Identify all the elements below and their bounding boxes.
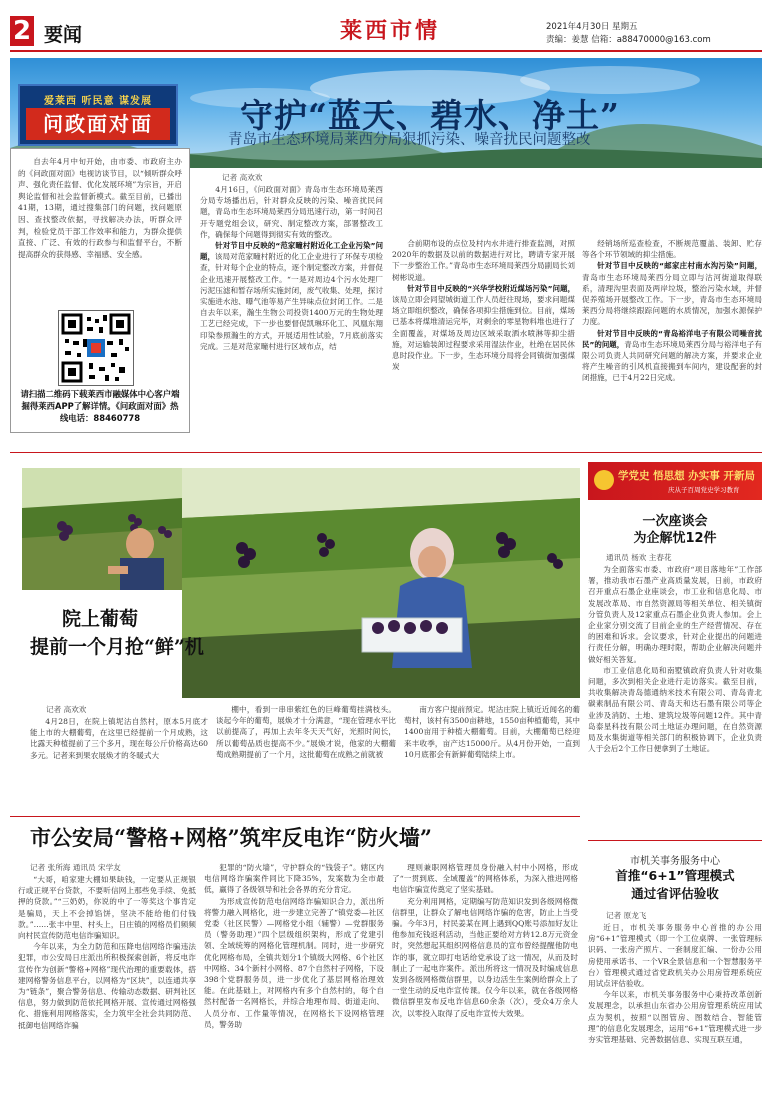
article1-paragraph — [200, 240, 383, 352]
grape-photo-woman — [182, 468, 580, 698]
grape-photo-farmer — [22, 468, 182, 590]
masthead-logo: 莱西市情 — [339, 18, 440, 44]
paragraph-lead: 针对节目中反映的“范家疃村附近化工企业污染”问题， — [200, 241, 383, 262]
service-title-line3: 通过省评估验收 — [631, 886, 719, 901]
police-column-1: “大哥，咱家建大棚如果缺钱，一定要从正规银行或正规平台贷款，不要听信网上那些免手续、免抵押的贷款。”“三奶奶，你说的中了一等奖这个事肯定是骗局，天上不会掉馅饼，坚决不能给他们付钱款。”……张丰中里、村头上，日庄镇的网格员们频频向村民宣传防范电信诈骗知识。 今年以来，为全力防范和压降电信网络诈骗违法犯罪，市公安局日庄派出所积极探索创新，将反电诈宣传作为创新“警格+网格”现代治理的重要载体，搭建网格警务信息平台，以网格为“区块”，以连通共享为“链条”，聚合警务信息、传输动态数据、研判社区信息，努力做到防范依托网格开展、宣传通过网格强化、措施利用网格落实，全力筑牢全社会共同防范、抵御电信网络诈骗 — [18, 875, 196, 1030]
grape-column-3: 南方客户提前预定。坭沽庄院上镇近近闻名的葡萄村，该村有3500亩耕地，1550亩种植葡萄，其中1400亩用于种植大棚葡萄。目前，大棚葡萄已经迎来丰收季，亩产达15000斤。从4月份开始，一直到10月底都会有新鲜葡萄陆续上市。 — [404, 705, 580, 759]
issue-date: 2021年4月30日 星期五 — [546, 22, 638, 32]
paragraph-lead: 针对节目中反映的“兴华学校附近煤场污染”问题， — [407, 283, 575, 293]
service-title-line2: 首推“6+1”管理模式 — [615, 868, 735, 883]
paragraph-text: 青岛市生态环境局莱西分局立即与沽河街道取得联系，清理沟里表面及两岸垃圾，整治污染水域，并督促养殖场开展整改工作。下一步，青岛市生态环境局莱西分局将继续跟踪问题的水质情况，加强水源保护力度。 — [582, 272, 762, 327]
meeting-title-line1: 一次座谈会 — [642, 514, 708, 529]
paragraph-text: 该局对范家疃村附近的化工企业进行了环保专项检查，针对每个企业的特点，逐个制定整改方案，并督促企业迅速开展整改工作。“一是对周边4个污水处理厂污泥压滤和暂存场所实施封闭，废气收集、处理，探讨实施进水池、曝气池等易产生异味点位封闭工作。二是自去年以来，瀚生生物公司投资1400万元的生物处理工艺已经完成，下一步也要督促凯琳环化工、风凰东翔印染参照瀚生的方式，开展适用性试验，7月底前落实完成。三是对范家疃村进行区域布点，结 — [200, 252, 383, 351]
main-subheadline: 青岛市生态环境局莱西分局狠抓污染、噪音扰民问题整改 — [228, 132, 591, 148]
article1-paragraph — [582, 260, 762, 327]
section-divider-2 — [10, 816, 580, 817]
grape-column-1: 4月28日，在院上镇坭沽自然村，原本5月底才能上市的大棚葡萄，在这里已经提前一个月成熟，这比露天种植提前了三个多月，现在每公斤价格高达60多元。记者来到果农展焕才的冬暖式大 — [30, 717, 208, 760]
police-byline: 记者 张所海 通讯员 宋学友 — [30, 863, 121, 872]
meeting-title-line2: 为企解忧12件 — [633, 531, 717, 546]
article1-column-2 — [392, 238, 575, 442]
article1-paragraph — [582, 238, 762, 260]
article1-column-1 — [200, 184, 383, 440]
article1-byline: 记者 高欢欢 — [222, 173, 263, 182]
paragraph-text: 青岛市生态环境局莱西分局与裕洋电子有限公司负责人共同研究问题的解决方案，并要求企业将产生噪音的引风机直接搬到车间内，建设配套的封闭措施，已于4月22日完成。 — [582, 339, 762, 383]
police-headline: 市公安局“警格+网格”筑牢反电诈“防火墙” — [30, 825, 432, 850]
article1-paragraph — [582, 328, 762, 384]
meeting-body: 为全面落实市委、市政府“项目落地年”工作部署，推动我市石墨产业高质量发展，日前，市政府召开重点石墨企业座谈会，市工业和信息化局、市发展改革局、市自然资源局等相关单位、相关镇街分管负责人及12家重点石墨企业负责人参加。会上企业家分别交流了目前企业的生产经营情况、存在的困难和诉求。会议要求，针对企业提出的问题进行责任分解，明确办理时限，帮助企业解决问题并做好相关答复。 市工业信息化局和南墅镇政府负责人针对收集问题，多次到相关企业进行走访落实。截至目前，共收集解决青岛德通纳米技术有限公司、青岛青北碳素制品有限公司、青岛天和达石墨有限公司等企业涉及消防、土地、建筑垃圾等问题12件。其中青岛泰星科技有限公司土地证办理问题，在自然资源局及水集街道等相关部门的积极协调下，企业负责人于会后2个工作日便拿到了土地证。 — [588, 565, 762, 754]
service-body: 近日，市机关事务服务中心首推的办公用房“6+1”管理模式（即一个工位桌牌、一张管理标识码、一张房产照片、一套制度汇编、一份办公用房使用承诺书、一个VR全景信息和一个智慧服务平台）管理模式通过省党政机关办公用房管理系统应用试点评估验收。 今年以来，市机关事务服务中心秉持改革创新发展理念，以承担山东省办公用房管理系统应用试点为契机，按照“以图管房、图数结合、智能管理”的信息化发展理念，运用“6+1”管理模式进一步夯实管理基础、完善数据信息、实现互联互通， — [588, 923, 762, 1045]
banner-slogan-line2: 庆从子百周党史学习教育 — [668, 486, 740, 494]
paragraph-text: 该局立即会同望城街道工作人员赶往现场，要求问题煤场立即组织整改，确保各项抑尘措施到位。目前，煤场已基本将煤堆清运完毕，对剩余的零星物料堆也进行了全面覆盖，对煤场及周边区域采取洒水喷淋等抑尘措施，对运输装卸过程要求采用湿法作业，杜绝在居民休息时段作业。下一步，生态环境分局将会同镇街加强煤炭 — [392, 295, 575, 372]
article1-column-3 — [582, 238, 762, 442]
banner-slogan: 爱莱西 听民意 谋发展 — [44, 96, 152, 107]
article1-paragraph — [200, 184, 383, 240]
paragraph-lead: 针对节目中反映的“青岛裕洋电子有限公司噪音扰民”的问题， — [582, 328, 762, 349]
sidebar-intro: 自去年4月中旬开始，由市委、市政府主办的《问政面对面》电视访谈节目，以“倾听群众呼声、强化责任监督、优化发展环境”为宗旨，开启舆论监督和社会监督新模式。截至目前，已播出41期，13期，通过搜集部门的问题，找问题原因、查找整改依据，寻找解决办法，听群众评判，检验党员干部工作效率和能力，为群众提供直接、广泛、有效的行政参与和监督平台，不断提高群众的获得感、幸福感、安全感。 — [18, 157, 182, 259]
grape-byline: 记者 高欢欢 — [46, 705, 87, 714]
party-emblem-icon — [594, 470, 614, 490]
page-number: 2 — [10, 16, 34, 46]
qr-caption: 请扫描二维码下载莱西市融媒体中心客户端掘得莱西APP了解详情。《问政面对面》热线电话：88460778 — [20, 389, 180, 423]
paragraph-text: 经销场所巡查检查，不断规范覆盖、装卸、贮存等各个环节领域的抑尘措施。 — [582, 239, 762, 260]
banner-slogan-line1: 学党史 悟思想 办实事 开新局 — [618, 470, 755, 482]
main-headline: 守护“蓝天、碧水、净土” — [240, 96, 620, 135]
banner-program-name: 问政面对面 — [26, 108, 170, 140]
paragraph-text: 合前期布设的点位及村内水井进行排查监测，对照2020年的数据及以前的数据进行对比，聘请专家开展下一步整治工作。”青岛市生态环境局莱西分局副局长刘树彬说道。 — [392, 239, 575, 282]
article1-paragraph — [392, 238, 575, 283]
service-byline: 记者 原龙飞 — [606, 911, 647, 920]
program-banner — [18, 84, 178, 146]
grape-title-line2: 提前一个月抢“鲜”机 — [30, 636, 204, 658]
meeting-byline: 通讯员 杨欢 主春花 — [606, 553, 672, 562]
party-history-banner — [588, 462, 762, 500]
header-rule — [10, 50, 762, 52]
article1-paragraph — [392, 283, 575, 373]
grape-title-line1: 院上葡萄 — [62, 608, 139, 630]
editor-info: 责编：姜慧 信箱：a88470000@163.com — [546, 35, 711, 45]
section-name: 要闻 — [44, 24, 83, 46]
section-divider — [10, 452, 762, 453]
section-divider-3 — [588, 840, 762, 841]
police-column-3: 理则兼职网格管理员身份融入村中小网格，形成了“一贯到底、全域覆盖”的网格体系，为深入推进网格电信诈骗宣传奠定了坚实基础。 充分利用网格，定期编写防范知识发到各级网格微信群里，让群众了解电信网络诈骗的危害，防止上当受骗。今年3月，村民姜某在网上遇到QQ账号添加好友让他参加充钱返利活动，当他正要给对方转12.8万元资金时，突然想起其组织网格信息员的宣布曾经提醒他防电诈的事，就立即打电话给党承设了这一情况，从而及时制止了一起电诈案件。派出所将这一情况及时编成信息发到各级网格微信群里，以身边活生生案例给群众上了一堂生动的反电诈宣传课。仅今年以来，就在各级网格微信群里发布反电诈信息60余条（次），受众4万余人次，以零投入取得了反电诈宣传大效果。 — [392, 863, 578, 1018]
qr-code[interactable] — [58, 310, 134, 386]
paragraph-text: 4月16日，《问政面对面》青岛市生态环境局莱西分局专场播出后，针对群众反映的污染、噪音扰民问题，青岛市生态环境局莱西分局迅速行动，第一时间召开专题党组会议，研究、制定整改方案，部署整改工作，确保每个问题得到彻实有效的整改。 — [200, 185, 383, 239]
police-column-2: 犯罪的“防火墙”，守护群众的“钱袋子”。辖区内电信网络诈骗案件同比下降35%，发案数为全市最低，赢得了各级领导和社会各界的充分肯定。 为形成宣传防范电信网络诈骗知识合力，派出所将警力融入网格化，进一步建立完善了“镇党委—社区党委（社区民警）—网格党小组（辅警）—党群服务员（警务助理）”四个层级组织架构，形成了党建引领、全域统筹的网格化管理机制。同时，进一步研究优化网格布局，全镇共划分1个镇级大网格、6个社区中网格、34个新村小网格、87个自然村子网格，下设398个党群服务员，进一步优化了基层网格治理效能。在此基础上，对网格内有多个自然村的，每个自然村配备一名网格长，并综合地理布局、街道走向、人员分布、工作量等情况，在网格长下设网格管理员，警务助 — [204, 863, 384, 1029]
service-title-line1: 市机关事务服务中心 — [630, 856, 720, 867]
paragraph-lead: 针对节目中反映的“邮家庄村南水沟污染”问题， — [597, 261, 762, 271]
grape-column-2: 棚中，看到一串串紫红色的巨峰葡萄挂满枝头。谈起今年的葡萄，展焕才十分满意，“现在管理水平比以前提高了，再加上去年冬天天气好，光照时间长，所以葡萄品质也提高不少。”展焕才说，他家的大棚葡萄成熟期提前了一个月，这批葡萄在成熟之前就被 — [216, 705, 396, 759]
